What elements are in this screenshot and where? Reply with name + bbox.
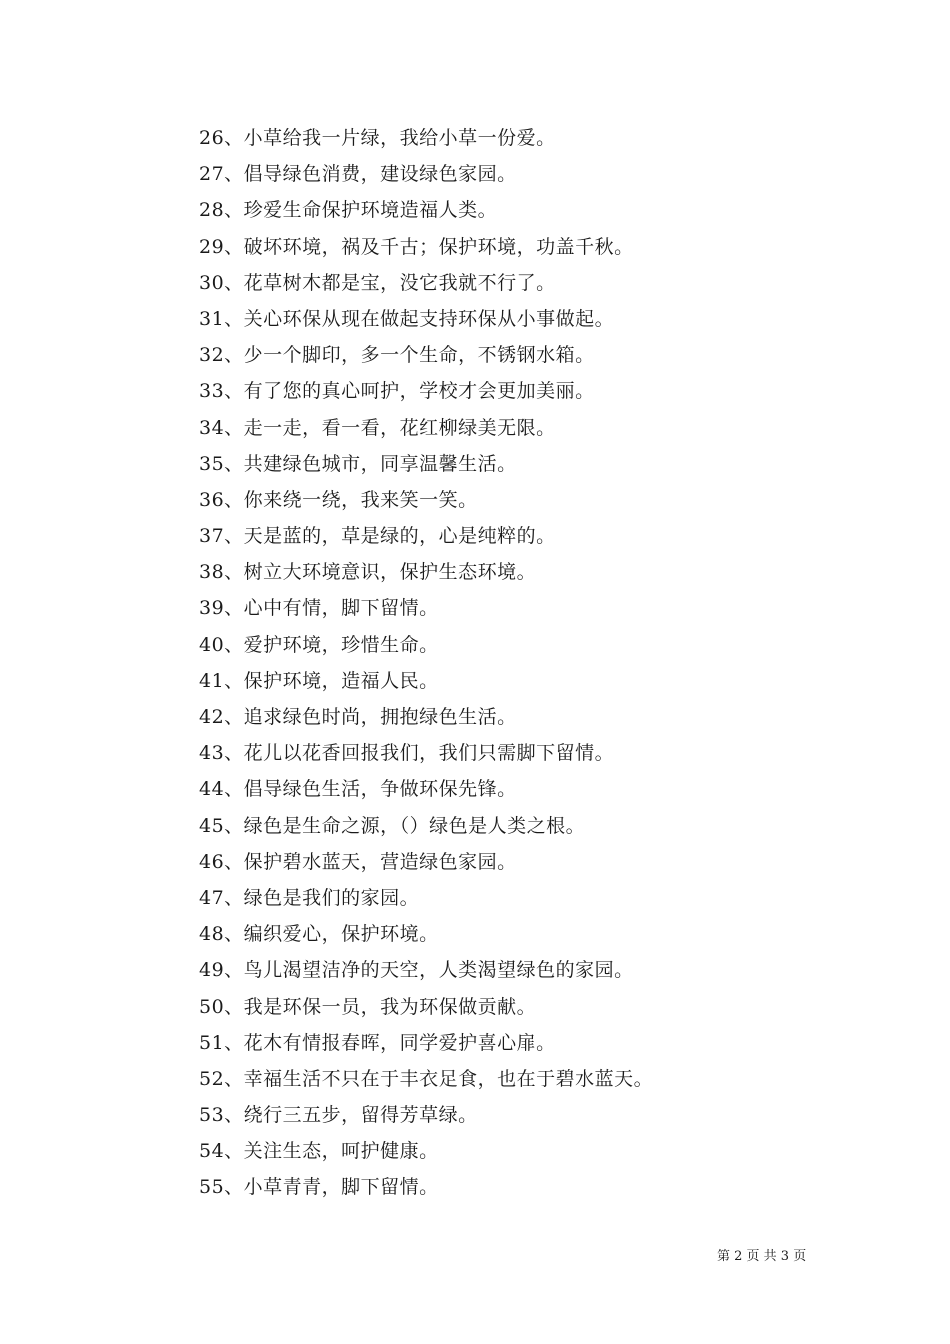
list-item: 48、编织爱心，保护环境。: [199, 923, 439, 946]
list-item: 51、花木有情报春晖，同学爱护喜心扉。: [199, 1031, 556, 1054]
list-item: 50、我是环保一员，我为环保做贡献。: [199, 995, 537, 1018]
list-item: 33、有了您的真心呵护，学校才会更加美丽。: [199, 380, 595, 403]
slogan-list: [199, 120, 653, 1206]
list-item: 55、小草青青，脚下留情。: [199, 1176, 439, 1199]
list-item: 26、小草给我一片绿，我给小草一份爱。: [199, 127, 556, 149]
list-item: 29、破坏环境，祸及千古；保护环境，功盖千秋。: [199, 235, 634, 258]
list-item: 36、你来绕一绕，我来笑一笑。: [199, 488, 478, 511]
list-item: 34、走一走，看一看，花红柳绿美无限。: [199, 416, 556, 439]
list-item: 52、幸福生活不只在于丰衣足食，也在于碧水蓝天。: [199, 1067, 654, 1090]
list-item: 37、天是蓝的，草是绿的，心是纯粹的。: [199, 525, 556, 548]
list-item: 42、追求绿色时尚，拥抱绿色生活。: [199, 706, 517, 728]
list-item: 30、花草树木都是宝，没它我就不行了。: [199, 271, 556, 294]
list-item: 54、关注生态，呵护健康。: [199, 1140, 439, 1163]
list-item: 28、珍爱生命保护环境造福人类。: [199, 199, 498, 222]
list-item: 53、绕行三五步，留得芳草绿。: [199, 1104, 478, 1127]
list-item: 47、绿色是我们的家园。: [199, 886, 420, 909]
list-item: 31、关心环保从现在做起支持环保从小事做起。: [199, 307, 615, 330]
list-item: 45、绿色是生命之源，（）绿色是人类之根。: [199, 814, 586, 837]
list-item: 46、保护碧水蓝天，营造绿色家园。: [199, 850, 517, 873]
list-item: 32、少一个脚印，多一个生命，不锈钢水箱。: [199, 344, 595, 367]
list-item: 43、花儿以花香回报我们，我们只需脚下留情。: [199, 742, 615, 765]
list-item: 41、保护环境，造福人民。: [199, 669, 439, 692]
list-item: 49、鸟儿渴望洁净的天空，人类渴望绿色的家园。: [199, 959, 634, 982]
list-item: 39、心中有情，脚下留情。: [199, 597, 439, 620]
page-number: 第 2 页 共 3 页: [717, 1249, 807, 1264]
list-item: 27、倡导绿色消费，建设绿色家园。: [199, 163, 517, 186]
list-item: 40、爱护环境，珍惜生命。: [199, 633, 439, 656]
list-item: 38、树立大环境意识，保护生态环境。: [199, 561, 537, 584]
list-item: 44、倡导绿色生活，争做环保先锋。: [199, 778, 517, 801]
list-item: 35、共建绿色城市，同享温馨生活。: [199, 452, 517, 475]
